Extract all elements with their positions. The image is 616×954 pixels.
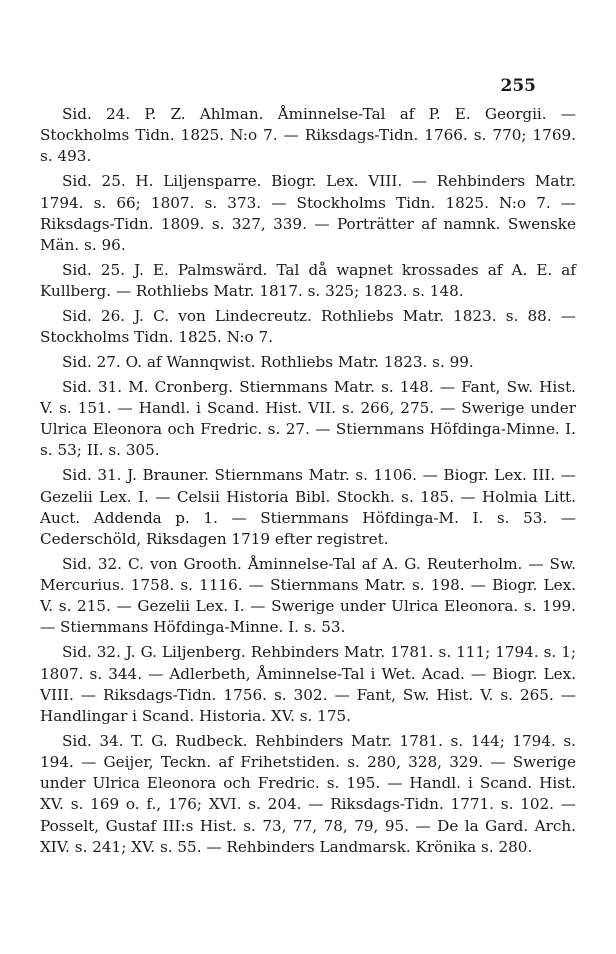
reference-entry: [40, 642, 576, 727]
reference-entry: [40, 104, 576, 168]
entry-text: Sid. 31. M. Cronberg. Stiernmans Matr. s. 148. — Fant, Sw. Hist. V. s. 151. — Handl. i Scand. Hist. VII. s. 266, 275. — Swerige under Ulrica Eleonora och Fredric. s. 27. — Stiernmans Höfdinga-Minne. I. s. 53; II. s. 305.: [40, 377, 576, 460]
reference-entry: [40, 352, 576, 373]
entry-text: Sid. 25. H. Liljensparre. Biogr. Lex. VIII. — Rehbinders Matr. 1794. s. 66; 1807. s. 373. — Stockholms Tidn. 1825. N:o 7. — Riksdags-Tidn. 1809. s. 327, 339. — Porträtter af namnk. Swenske Män. s. 96.: [40, 172, 576, 254]
entry-text: Sid. 32. C. von Grooth. Åminnelse-Tal af A. G. Reuterholm. — Sw. Mercurius. 1758. s. 1116. — Stiernmans Matr. s. 198. — Biogr. Lex. V. s. 215. — Gezelii Lex. I. — Swerige under Ulrica Eleonora. s. 199. — Stiernmans Höfdinga-Minne. I. s. 53.: [40, 554, 576, 637]
reference-entry: [40, 171, 576, 256]
reference-entry: [40, 731, 576, 858]
entry-text: Sid. 31. J. Brauner. Stiernmans Matr. s. 1106. — Biogr. Lex. III. — Gezelii Lex. I. — Celsii Historia Bibl. Stockh. s. 185. — Holmia Litt. Auct. Addenda p. 1. — Stiernmans Höfdinga-M. I. s. 53. — Cederschöld, Riksdagen 1719 efter registret.: [40, 466, 576, 548]
reference-entry: [40, 306, 576, 348]
entry-text: Sid. 32. J. G. Liljenberg. Rehbinders Matr. 1781. s. 111; 1794. s. 1; 1807. s. 344. — Adlerbeth, Åminnelse-Tal i Wet. Acad. — Biogr. Lex. VIII. — Riksdags-Tidn. 1756. s. 302. — Fant, Sw. Hist. V. s. 265. — Handlingar i Scand. Historia. XV. s. 175.: [40, 643, 576, 725]
entry-text: Sid. 26. J. C. von Lindecreutz. Rothliebs Matr. 1823. s. 88. — Stockholms Tidn. 1825. N:o 7.: [40, 306, 576, 347]
page-number: 255: [500, 76, 536, 96]
reference-entry: [40, 554, 576, 639]
entry-text: Sid. 25. J. E. Palmswärd. Tal då wapnet krossades af A. E. af Kullberg. — Rothliebs Matr. 1817. s. 325; 1823. s. 148.: [40, 260, 576, 300]
text-column: [40, 104, 576, 862]
reference-entry: [40, 377, 576, 462]
reference-entry: [40, 260, 576, 302]
entry-text: Sid. 24. P. Z. Ahlman. Åminnelse-Tal af P. E. Georgii. — Stockholms Tidn. 1825. N:o 7. — Riksdags-Tidn. 1766. s. 770; 1769. s. 493.: [40, 105, 576, 166]
entry-text: Sid. 27. O. af Wannqwist. Rothliebs Matr. 1823. s. 99.: [62, 352, 474, 371]
entry-text: Sid. 34. T. G. Rudbeck. Rehbinders Matr. 1781. s. 144; 1794. s. 194. — Geijer, Teckn. af Frihetstiden. s. 280, 328, 329. — Swerige under Ulrica Eleonora och Fredric. s. 195. — Handl. i Scand. Hist. XV. s. 169 o. f., 176; XVI. s. 204. — Riksdags-Tidn. 1771. s. 102. — Posselt, Gustaf III:s Hist. s. 73, 77, 78, 79, 95. — De la Gard. Arch. XIV. s. 241; XV. s. 55. — Rehbinders Landmarsk. Krönika s. 280.: [40, 731, 576, 856]
reference-entry: [40, 465, 576, 550]
